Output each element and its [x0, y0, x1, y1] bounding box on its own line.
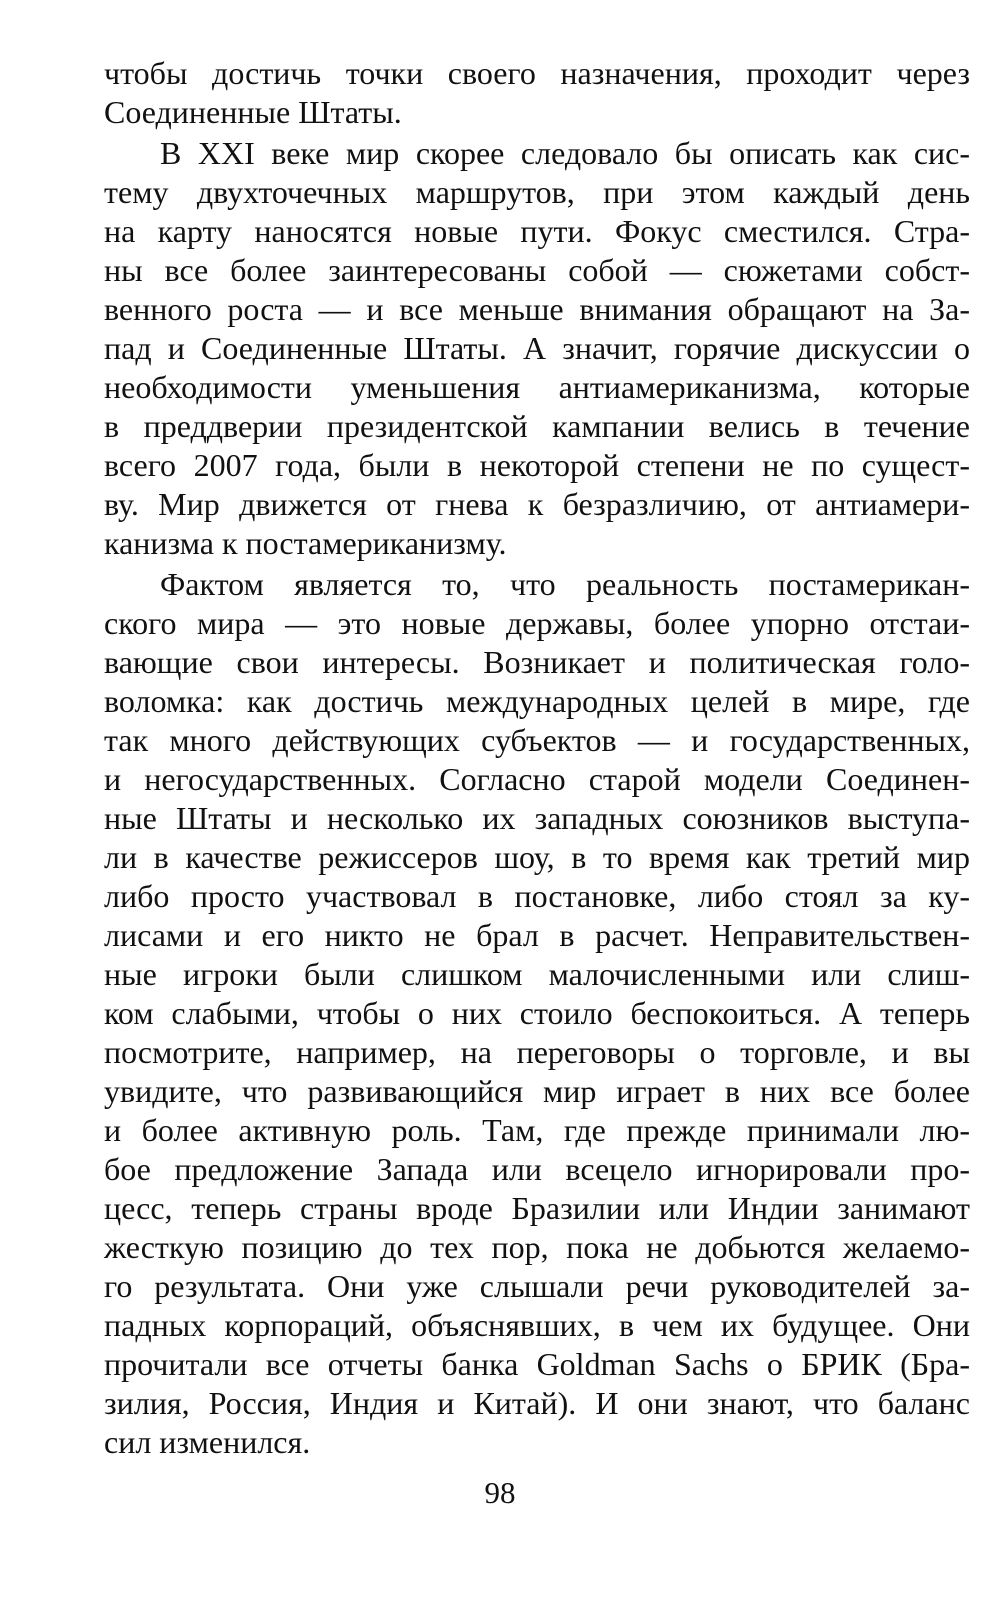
text-line: либо просто участвовал в постановке, либо стоял за ку- — [104, 878, 970, 914]
text-line: канизма к постамериканизму. — [104, 525, 507, 561]
text-line: ком слабыми, чтобы о них стоило беспокоиться. А теперь — [104, 995, 970, 1031]
text-line: В XXI веке мир скорее следовало бы описать как сис- — [160, 135, 970, 171]
text-line: венного роста — и все меньше внимания обращают на За- — [104, 291, 970, 327]
body-text — [104, 54, 970, 1462]
text-line: в преддверии президентской кампании велись в течение — [104, 408, 970, 444]
text-line: Фактом является то, что реальность постамерикан- — [160, 566, 970, 602]
text-line: пад и Соединенные Штаты. А значит, горячие дискуссии о — [104, 330, 970, 366]
text-line: посмотрите, например, на переговоры о торговле, и вы — [104, 1034, 970, 1070]
text-line: ву. Мир движется от гнева к безразличию, от антиамери- — [104, 486, 970, 522]
text-line: жесткую позицию до тех пор, пока не добьются желаемо- — [104, 1229, 970, 1265]
text-line: тему двухточечных маршрутов, при этом каждый день — [104, 174, 970, 210]
text-line: необходимости уменьшения антиамериканизма, которые — [104, 369, 970, 405]
text-line: Соединенные Штаты. — [104, 94, 402, 130]
text-line: и негосударственных. Согласно старой модели Соединен- — [104, 761, 970, 797]
text-line: чтобы достичь точки своего назначения, проходит через — [104, 55, 970, 91]
text-line: ные игроки были слишком малочисленными или слиш- — [104, 956, 970, 992]
text-line: ского мира — это новые державы, более упорно отстаи- — [104, 605, 970, 641]
text-line: вающие свои интересы. Возникает и политическая голо- — [104, 644, 970, 680]
text-line: зилия, Россия, Индия и Китай). И они знают, что баланс — [104, 1385, 970, 1421]
text-line: лисами и его никто не брал в расчет. Неправительствен- — [104, 917, 970, 953]
text-line: прочитали все отчеты банка Goldman Sachs о БРИК (Бра- — [104, 1346, 970, 1382]
text-line: и более активную роль. Там, где прежде принимали лю- — [104, 1112, 970, 1148]
text-line: воломка: как достичь международных целей в мире, где — [104, 683, 970, 719]
text-line: увидите, что развивающийся мир играет в них все более — [104, 1073, 970, 1109]
page-number: 98 — [484, 1475, 516, 1510]
text-line: бое предложение Запада или всецело игнорировали про- — [104, 1151, 970, 1187]
text-line: на карту наносятся новые пути. Фокус сместился. Стра- — [104, 213, 970, 249]
text-line: падных корпораций, объяснявших, в чем их будущее. Они — [104, 1307, 970, 1343]
text-line: так много действующих субъектов — и государственных, — [104, 722, 970, 758]
text-line: го результата. Они уже слышали речи руководителей за- — [104, 1268, 970, 1304]
text-line: ли в качестве режиссеров шоу, в то время как третий мир — [104, 839, 970, 875]
text-line: всего 2007 года, были в некоторой степени не по сущест- — [104, 447, 970, 483]
text-line: ные Штаты и несколько их западных союзников выступа- — [104, 800, 970, 836]
text-line: ны все более заинтересованы собой — сюжетами собст- — [104, 252, 970, 288]
text-line: сил изменился. — [104, 1424, 311, 1460]
text-line: цесс, теперь страны вроде Бразилии или Индии занимают — [104, 1190, 970, 1226]
